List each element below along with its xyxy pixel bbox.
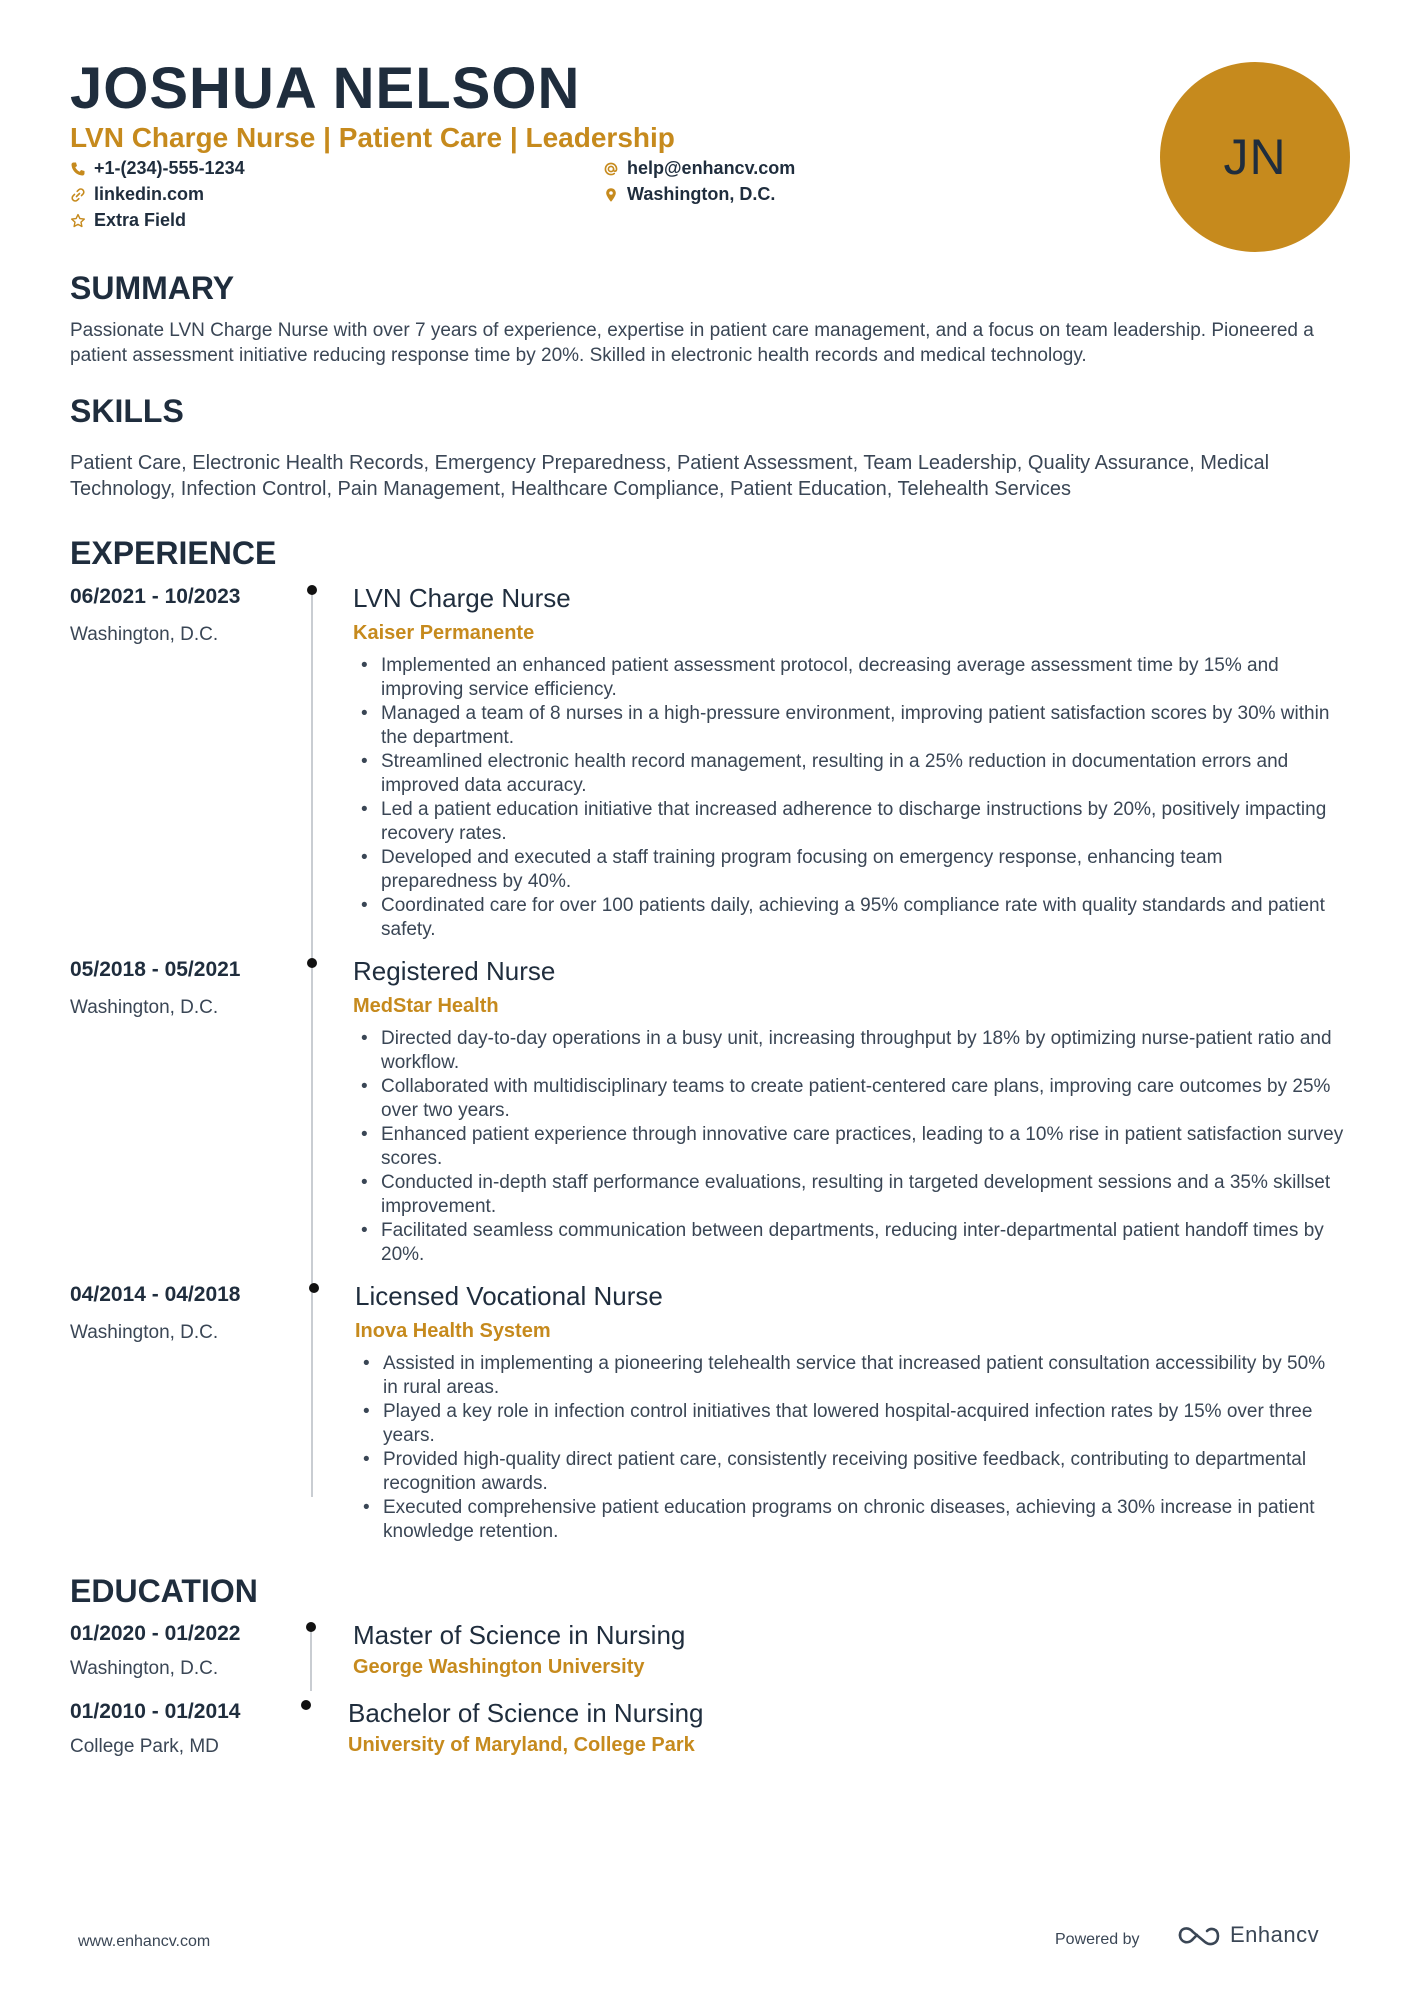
footer-website-link[interactable]: www.enhancv.com xyxy=(78,1933,211,1950)
skills-text: Patient Care, Electronic Health Records, Emergency Preparedness, Patient Assessment, Team Leadership, Quality Assurance, Medical Technology, Infection Control, Pain Management, Healthcare Compliance, Patient Education, Telehealth Services xyxy=(70,452,1270,500)
job-bullet: • Conducted in-depth staff performance evaluations, resulting in targeted development sessions and a 35% skillset improvement. xyxy=(353,1171,1351,1219)
job-bullet: • Streamlined electronic health record management, resulting in a 25% reduction in documentation errors and improved data accuracy. xyxy=(353,750,1343,798)
summary-heading: SUMMARY xyxy=(70,270,235,306)
job-location: Washington, D.C. xyxy=(70,997,219,1018)
education-heading: EDUCATION xyxy=(70,1573,258,1609)
education-school: University of Maryland, College Park xyxy=(348,1734,695,1756)
job-bullet: • Coordinated care for over 100 patients daily, achieving a 95% compliance rate with quality standards and patient safety. xyxy=(353,894,1343,942)
location-pin-icon xyxy=(603,187,619,203)
education-location: College Park, MD xyxy=(70,1736,219,1757)
enhancv-brand[interactable] xyxy=(1176,1920,1319,1950)
at-icon xyxy=(603,161,619,177)
enhancv-logo-icon xyxy=(1176,1920,1222,1950)
phone-icon xyxy=(70,161,86,177)
footer-powered-by: Powered by xyxy=(1055,1931,1140,1948)
location-text: Washington, D.C. xyxy=(627,184,776,204)
job-bullet: • Executed comprehensive patient education programs on chronic diseases, achieving a 30% increase in patient knowledge retention. xyxy=(355,1496,1345,1544)
job-bullet: • Provided high-quality direct patient care, consistently receiving positive feedback, contributing to departmental recognition awards. xyxy=(355,1448,1345,1496)
contact-extra xyxy=(70,210,186,231)
job-bullet: • Managed a team of 8 nurses in a high-pressure environment, improving patient satisfaction scores by 30% within the department. xyxy=(353,702,1343,750)
job-bullets xyxy=(353,1027,1351,1267)
job-location: Washington, D.C. xyxy=(70,1322,219,1343)
job-dates: 05/2018 - 05/2021 xyxy=(70,958,241,981)
job-bullet: • Facilitated seamless communication between departments, reducing inter-departmental patient handoff times by 20%. xyxy=(353,1219,1351,1267)
job-bullet: • Implemented an enhanced patient assessment protocol, decreasing average assessment time by 15% and improving service efficiency. xyxy=(353,654,1343,702)
job-company: Inova Health System xyxy=(355,1320,551,1342)
linkedin-text: linkedin.com xyxy=(94,184,205,204)
job-bullet: • Developed and executed a staff training program focusing on emergency response, enhancing team preparedness by 40%. xyxy=(353,846,1343,894)
education-degree: Bachelor of Science in Nursing xyxy=(348,1698,704,1728)
job-location: Washington, D.C. xyxy=(70,624,219,645)
contact-location xyxy=(603,184,775,205)
candidate-tagline: LVN Charge Nurse | Patient Care | Leadership xyxy=(70,122,675,153)
education-degree: Master of Science in Nursing xyxy=(353,1620,686,1650)
extra-field-text: Extra Field xyxy=(94,210,187,230)
summary-text: Passionate LVN Charge Nurse with over 7 years of experience, expertise in patient care management, and a focus on team leadership. Pioneered a patient assessment initiative reducing response time by 20%. Skilled in electronic health records and medical technology. xyxy=(70,320,1314,366)
job-bullets xyxy=(355,1352,1345,1544)
timeline-dot xyxy=(306,1622,316,1632)
avatar xyxy=(1160,62,1350,252)
education-school: George Washington University xyxy=(353,1656,645,1678)
email-text: help@enhancv.com xyxy=(627,158,796,178)
job-bullet: • Directed day-to-day operations in a busy unit, increasing throughput by 18% by optimizing nurse-patient ratio and workflow. xyxy=(353,1027,1351,1075)
timeline-dot xyxy=(309,1283,319,1293)
contact-phone[interactable] xyxy=(70,158,245,179)
job-role: Licensed Vocational Nurse xyxy=(355,1281,663,1311)
link-icon xyxy=(70,187,86,203)
skills-heading: SKILLS xyxy=(70,393,184,429)
candidate-name: JOSHUA NELSON xyxy=(70,56,581,121)
job-bullet: • Assisted in implementing a pioneering telehealth service that increased patient consultation accessibility by 50% in rural areas. xyxy=(355,1352,1345,1400)
avatar-initials: JN xyxy=(1223,129,1287,185)
star-icon xyxy=(70,213,86,229)
job-company: Kaiser Permanente xyxy=(353,622,535,644)
enhancv-brand-name: Enhancv xyxy=(1230,1922,1320,1947)
job-bullets xyxy=(353,654,1343,942)
contact-email[interactable] xyxy=(603,158,795,179)
job-dates: 04/2014 - 04/2018 xyxy=(70,1283,241,1306)
timeline-dot xyxy=(301,1700,311,1710)
job-bullet: • Collaborated with multidisciplinary teams to create patient-centered care plans, improving care outcomes by 25% over two years. xyxy=(353,1075,1351,1123)
experience-heading: EXPERIENCE xyxy=(70,535,277,571)
job-dates: 06/2021 - 10/2023 xyxy=(70,585,241,608)
job-bullet: • Played a key role in infection control initiatives that lowered hospital-acquired infection rates by 15% over three years. xyxy=(355,1400,1345,1448)
education-dates: 01/2010 - 01/2014 xyxy=(70,1700,241,1723)
phone-text: +1-(234)-555-1234 xyxy=(94,158,245,178)
contact-linkedin[interactable] xyxy=(70,184,204,205)
job-bullet: • Enhanced patient experience through innovative care practices, leading to a 10% rise in patient satisfaction survey scores. xyxy=(353,1123,1351,1171)
timeline-dot xyxy=(307,585,317,595)
job-bullet: • Led a patient education initiative that increased adherence to discharge instructions by 20%, positively impacting recovery rates. xyxy=(353,798,1343,846)
job-company: MedStar Health xyxy=(353,995,499,1017)
timeline-dot xyxy=(307,958,317,968)
education-location: Washington, D.C. xyxy=(70,1658,219,1679)
job-role: Registered Nurse xyxy=(353,956,556,986)
education-dates: 01/2020 - 01/2022 xyxy=(70,1622,241,1645)
education-timeline-line xyxy=(310,1625,312,1691)
experience-timeline-line xyxy=(311,590,313,1497)
job-role: LVN Charge Nurse xyxy=(353,583,571,613)
